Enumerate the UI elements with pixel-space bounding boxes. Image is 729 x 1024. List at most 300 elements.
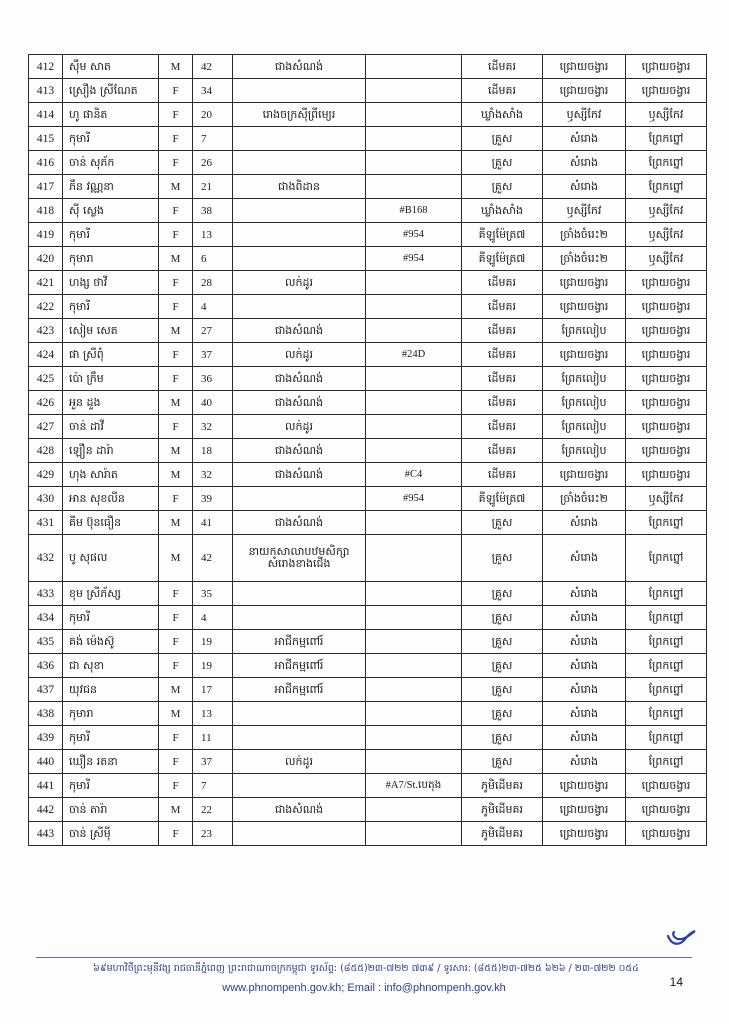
cell-age: 37: [193, 343, 233, 367]
cell-commune: ព្រែកព្នៅ: [626, 582, 707, 606]
cell-house-number: [366, 271, 462, 295]
footer-divider: [36, 957, 692, 958]
cell-number: 417: [29, 175, 63, 199]
cell-occupation: [233, 151, 366, 175]
cell-village: សំរោង: [543, 606, 626, 630]
cell-age: 23: [193, 822, 233, 846]
table-row: [29, 582, 707, 606]
cell-occupation: [233, 606, 366, 630]
cell-number: 431: [29, 511, 63, 535]
cell-street: គ្រួស: [462, 175, 543, 199]
cell-house-number: [366, 391, 462, 415]
cell-street: ដើមគរ: [462, 367, 543, 391]
cell-age: 7: [193, 127, 233, 151]
cell-name: កុមារី: [63, 726, 159, 750]
cell-name: ចាន់ តារ៉ា: [63, 798, 159, 822]
cell-village: សំរោង: [543, 511, 626, 535]
table-row: [29, 798, 707, 822]
cell-age: 41: [193, 511, 233, 535]
cell-house-number: [366, 702, 462, 726]
cell-number: 439: [29, 726, 63, 750]
cell-occupation: ជាងសំណង់: [233, 367, 366, 391]
cell-name: យុវជន: [63, 678, 159, 702]
cell-name: កុមារី: [63, 223, 159, 247]
cell-sex: F: [159, 127, 193, 151]
cell-commune: ជ្រោយចង្វារ: [626, 295, 707, 319]
cell-sex: F: [159, 726, 193, 750]
cell-sex: F: [159, 487, 193, 511]
table-row: [29, 343, 707, 367]
cell-commune: ឫស្សីកែវ: [626, 487, 707, 511]
cell-street: គ្រួស: [462, 726, 543, 750]
cell-commune: ឫស្សីកែវ: [626, 247, 707, 271]
cell-street: ឃ្លាំងសាំង: [462, 103, 543, 127]
cell-name: ចាន់ សុភ័ក: [63, 151, 159, 175]
cell-occupation: ជាងសំណង់: [233, 55, 366, 79]
cell-village: សំរោង: [543, 175, 626, 199]
cell-age: 4: [193, 606, 233, 630]
cell-age: 42: [193, 55, 233, 79]
cell-street: គីឡូម៉ែត្រ៧: [462, 223, 543, 247]
cell-house-number: [366, 319, 462, 343]
cell-street: គ្រួស: [462, 511, 543, 535]
cell-village: ជ្រោយចង្វារ: [543, 295, 626, 319]
cell-street: គ្រួស: [462, 654, 543, 678]
cell-occupation: [233, 79, 366, 103]
cell-house-number: #954: [366, 487, 462, 511]
cell-house-number: #24D: [366, 343, 462, 367]
cell-village: ព្រែកលៀប: [543, 439, 626, 463]
cell-village: សំរោង: [543, 654, 626, 678]
cell-village: ព្រែកលៀប: [543, 391, 626, 415]
cell-sex: M: [159, 391, 193, 415]
cell-village: សំរោង: [543, 582, 626, 606]
cell-street: គីឡូម៉ែត្រ៧: [462, 487, 543, 511]
cell-village: ជ្រោយចង្វារ: [543, 463, 626, 487]
cell-village: ជ្រោយចង្វារ: [543, 79, 626, 103]
cell-house-number: #C4: [366, 463, 462, 487]
cell-occupation: រោងចក្រស៊ីព្រីម្យេរ: [233, 103, 366, 127]
cell-street: គ្រួស: [462, 582, 543, 606]
cell-commune: ព្រែកព្នៅ: [626, 535, 707, 582]
cell-number: 424: [29, 343, 63, 367]
cell-age: 21: [193, 175, 233, 199]
table-row: [29, 175, 707, 199]
table-row: [29, 103, 707, 127]
cell-sex: M: [159, 798, 193, 822]
cell-age: 37: [193, 750, 233, 774]
cell-house-number: [366, 415, 462, 439]
cell-age: 17: [193, 678, 233, 702]
cell-occupation: ជាងពិដាន: [233, 175, 366, 199]
cell-street: គ្រួស: [462, 127, 543, 151]
cell-name: កុមារា: [63, 702, 159, 726]
cell-street: គ្រួស: [462, 535, 543, 582]
table-row: [29, 750, 707, 774]
footer-contact: www.phnompenh.gov.kh; Email : info@phnompenh.gov.kh: [222, 982, 506, 994]
cell-sex: F: [159, 79, 193, 103]
cell-name: សៀម សេត: [63, 319, 159, 343]
cell-sex: F: [159, 343, 193, 367]
table-row: [29, 463, 707, 487]
table-row: [29, 654, 707, 678]
cell-commune: ជ្រោយចង្វារ: [626, 367, 707, 391]
cell-name: កុមារី: [63, 295, 159, 319]
cell-number: 441: [29, 774, 63, 798]
table-row: [29, 271, 707, 295]
cell-occupation: [233, 127, 366, 151]
cell-commune: ជ្រោយចង្វារ: [626, 55, 707, 79]
cell-age: 7: [193, 774, 233, 798]
cell-sex: F: [159, 295, 193, 319]
cell-age: 28: [193, 271, 233, 295]
table-row: [29, 726, 707, 750]
cell-occupation: លក់ដូរ: [233, 271, 366, 295]
cell-occupation: អាជីកម្មពៅរ៍: [233, 630, 366, 654]
table-row: [29, 223, 707, 247]
cell-commune: ជ្រោយចង្វារ: [626, 271, 707, 295]
cell-street: ដើមគរ: [462, 463, 543, 487]
cell-commune: ព្រែកព្នៅ: [626, 750, 707, 774]
page-number: 14: [669, 975, 683, 989]
cell-number: 433: [29, 582, 63, 606]
cell-village: សំរោង: [543, 702, 626, 726]
cell-number: 423: [29, 319, 63, 343]
cell-street: ឃ្លាំងសាំង: [462, 199, 543, 223]
cell-village: ព្រែកលៀប: [543, 415, 626, 439]
cell-number: 437: [29, 678, 63, 702]
cell-sex: M: [159, 55, 193, 79]
cell-village: ជ្រោយចង្វារ: [543, 774, 626, 798]
cell-name: អាន សុខលីន: [63, 487, 159, 511]
cell-number: 413: [29, 79, 63, 103]
cell-commune: ជ្រោយចង្វារ: [626, 822, 707, 846]
cell-street: គ្រួស: [462, 678, 543, 702]
table-row: [29, 295, 707, 319]
cell-village: សំរោង: [543, 678, 626, 702]
cell-house-number: [366, 535, 462, 582]
cell-occupation: [233, 247, 366, 271]
cell-number: 420: [29, 247, 63, 271]
cell-house-number: [366, 79, 462, 103]
cell-occupation: ជាងសំណង់: [233, 798, 366, 822]
cell-age: 38: [193, 199, 233, 223]
footer-address: ៦៩មហាវិថីព្រះមុនីវង្ស រាជធានីភ្នំពេញ ព្រះរាជាណាចក្រកម្ពុជា ទូរស័ព្ទ: (៨៥៥)២៣-៧២២ ៧៣៩ / ទូរសារ: (៨៥៥)២៣-៧២៥ ៦២៦ / ២៣-៧២២ ០៥៤: [93, 963, 639, 974]
cell-house-number: [366, 367, 462, 391]
cell-village: ឫស្សីកែវ: [543, 199, 626, 223]
table-row: [29, 511, 707, 535]
cell-sex: F: [159, 367, 193, 391]
cell-village: ជ្រោយចង្វារ: [543, 271, 626, 295]
cell-number: 438: [29, 702, 63, 726]
cell-sex: M: [159, 319, 193, 343]
cell-number: 442: [29, 798, 63, 822]
cell-number: 430: [29, 487, 63, 511]
cell-commune: ព្រែកព្នៅ: [626, 702, 707, 726]
cell-age: 34: [193, 79, 233, 103]
cell-name: បូ សុផល: [63, 535, 159, 582]
cell-village: ច្រាំងចំរេះ២: [543, 487, 626, 511]
cell-village: សំរោង: [543, 535, 626, 582]
cell-age: 42: [193, 535, 233, 582]
cell-name: ភឹន វណ្ណនា: [63, 175, 159, 199]
cell-occupation: នាយកសាលាបឋមសិក្សាសំរោងខាងជើង: [233, 535, 366, 582]
cell-sex: M: [159, 463, 193, 487]
cell-name: ឡឿន ដារ៉ា: [63, 439, 159, 463]
cell-occupation: [233, 774, 366, 798]
cell-commune: ព្រែកព្នៅ: [626, 654, 707, 678]
cell-commune: ព្រែកព្នៅ: [626, 726, 707, 750]
cell-name: អួន ដួង: [63, 391, 159, 415]
cell-sex: F: [159, 822, 193, 846]
table-row: [29, 199, 707, 223]
cell-age: 18: [193, 439, 233, 463]
cell-name: គង់ ម៉េងស៊ូ: [63, 630, 159, 654]
cell-sex: M: [159, 702, 193, 726]
cell-number: 429: [29, 463, 63, 487]
cell-village: ច្រាំងចំរេះ២: [543, 223, 626, 247]
cell-sex: F: [159, 199, 193, 223]
cell-street: គ្រួស: [462, 702, 543, 726]
table-row: [29, 774, 707, 798]
cell-age: 20: [193, 103, 233, 127]
cell-house-number: #B168: [366, 199, 462, 223]
table-row: [29, 79, 707, 103]
cell-name: ស៊ី ស្លេង: [63, 199, 159, 223]
cell-village: សំរោង: [543, 630, 626, 654]
cell-commune: ឫស្សីកែវ: [626, 223, 707, 247]
cell-sex: F: [159, 415, 193, 439]
cell-village: ជ្រោយចង្វារ: [543, 798, 626, 822]
cell-village: ច្រាំងចំរេះ២: [543, 247, 626, 271]
cell-village: ជ្រោយចង្វារ: [543, 55, 626, 79]
cell-house-number: #954: [366, 223, 462, 247]
cell-sex: M: [159, 247, 193, 271]
register-table-body: [29, 55, 707, 846]
cell-house-number: [366, 630, 462, 654]
cell-name: កុមារី: [63, 606, 159, 630]
cell-occupation: អាជីកម្មពៅរ៍: [233, 654, 366, 678]
cell-sex: M: [159, 535, 193, 582]
cell-occupation: ជាងសំណង់: [233, 511, 366, 535]
cell-village: សំរោង: [543, 151, 626, 175]
cell-commune: ជ្រោយចង្វារ: [626, 391, 707, 415]
cell-name: ខុម ស្រីភ័ស្ស: [63, 582, 159, 606]
cell-commune: ឫស្សីកែវ: [626, 103, 707, 127]
cell-street: ដើមគរ: [462, 319, 543, 343]
table-row: [29, 367, 707, 391]
cell-commune: ឫស្សីកែវ: [626, 199, 707, 223]
cell-house-number: [366, 175, 462, 199]
cell-street: គ្រួស: [462, 630, 543, 654]
cell-occupation: [233, 223, 366, 247]
cell-occupation: [233, 726, 366, 750]
cell-street: ដើមគរ: [462, 391, 543, 415]
table-row: [29, 487, 707, 511]
cell-sex: F: [159, 630, 193, 654]
cell-name: ហុង សារ៉ាត: [63, 463, 159, 487]
table-row: [29, 630, 707, 654]
table-row: [29, 678, 707, 702]
cell-name: ជា សុខា: [63, 654, 159, 678]
cell-number: 419: [29, 223, 63, 247]
cell-village: សំរោង: [543, 750, 626, 774]
cell-sex: F: [159, 582, 193, 606]
cell-village: ជ្រោយចង្វារ: [543, 822, 626, 846]
cell-occupation: ជាងសំណង់: [233, 439, 366, 463]
cell-age: 11: [193, 726, 233, 750]
cell-occupation: លក់ដូរ: [233, 750, 366, 774]
cell-commune: ជ្រោយចង្វារ: [626, 463, 707, 487]
cell-name: ផា ស្រីពុំ: [63, 343, 159, 367]
cell-name: ស្រឿង ស្រីណែត: [63, 79, 159, 103]
table-row: [29, 702, 707, 726]
cell-street: ដើមគរ: [462, 343, 543, 367]
cell-occupation: [233, 199, 366, 223]
cell-sex: F: [159, 271, 193, 295]
cell-house-number: [366, 151, 462, 175]
cell-commune: ព្រែកព្នៅ: [626, 678, 707, 702]
cell-age: 26: [193, 151, 233, 175]
cell-number: 436: [29, 654, 63, 678]
cell-house-number: [366, 750, 462, 774]
cell-sex: F: [159, 151, 193, 175]
cell-street: គ្រួស: [462, 606, 543, 630]
cell-house-number: [366, 103, 462, 127]
cell-number: 443: [29, 822, 63, 846]
cell-house-number: [366, 822, 462, 846]
table-row: [29, 822, 707, 846]
table-row: [29, 535, 707, 582]
cell-commune: ព្រែកព្នៅ: [626, 511, 707, 535]
cell-age: 19: [193, 630, 233, 654]
cell-age: 6: [193, 247, 233, 271]
signature-mark-icon: [664, 926, 698, 948]
cell-occupation: លក់ដូរ: [233, 415, 366, 439]
cell-age: 40: [193, 391, 233, 415]
cell-house-number: [366, 678, 462, 702]
cell-village: សំរោង: [543, 127, 626, 151]
cell-commune: ជ្រោយចង្វារ: [626, 319, 707, 343]
cell-occupation: ជាងសំណង់: [233, 319, 366, 343]
cell-street: ភូមិដើមគរ: [462, 822, 543, 846]
cell-name: ឃឿន រតនា: [63, 750, 159, 774]
cell-name: កុមារា: [63, 247, 159, 271]
cell-name: ស៊ឹម សាត: [63, 55, 159, 79]
cell-age: 4: [193, 295, 233, 319]
cell-number: 432: [29, 535, 63, 582]
cell-name: កុមារី: [63, 774, 159, 798]
cell-name: ចាន់ ស្រីម៉ី: [63, 822, 159, 846]
table-row: [29, 606, 707, 630]
cell-sex: M: [159, 439, 193, 463]
cell-house-number: [366, 726, 462, 750]
cell-age: 27: [193, 319, 233, 343]
cell-commune: ព្រែកព្នៅ: [626, 606, 707, 630]
cell-age: 13: [193, 223, 233, 247]
cell-commune: ជ្រោយចង្វារ: [626, 79, 707, 103]
cell-commune: ព្រែកព្នៅ: [626, 127, 707, 151]
cell-age: 35: [193, 582, 233, 606]
cell-number: 422: [29, 295, 63, 319]
cell-age: 32: [193, 415, 233, 439]
table-row: [29, 151, 707, 175]
cell-number: 421: [29, 271, 63, 295]
cell-street: គ្រួស: [462, 750, 543, 774]
cell-occupation: ជាងសំណង់: [233, 463, 366, 487]
cell-sex: M: [159, 175, 193, 199]
cell-sex: M: [159, 678, 193, 702]
cell-village: ព្រែកលៀប: [543, 367, 626, 391]
cell-street: ភូមិដើមគរ: [462, 798, 543, 822]
cell-street: ដើមគរ: [462, 271, 543, 295]
cell-number: 412: [29, 55, 63, 79]
cell-number: 434: [29, 606, 63, 630]
cell-commune: ព្រែកព្នៅ: [626, 175, 707, 199]
table-row: [29, 247, 707, 271]
cell-sex: F: [159, 654, 193, 678]
cell-number: 415: [29, 127, 63, 151]
table-row: [29, 127, 707, 151]
cell-occupation: [233, 487, 366, 511]
cell-age: 39: [193, 487, 233, 511]
cell-commune: ព្រែកព្នៅ: [626, 151, 707, 175]
cell-commune: ជ្រោយចង្វារ: [626, 343, 707, 367]
cell-name: គីម ប៊ុនធឿន: [63, 511, 159, 535]
cell-age: 36: [193, 367, 233, 391]
cell-village: សំរោង: [543, 726, 626, 750]
cell-street: ដើមគរ: [462, 415, 543, 439]
cell-age: 32: [193, 463, 233, 487]
cell-street: គ្រួស: [462, 151, 543, 175]
cell-commune: ជ្រោយចង្វារ: [626, 798, 707, 822]
cell-age: 13: [193, 702, 233, 726]
cell-street: ដើមគរ: [462, 79, 543, 103]
cell-street: ដើមគរ: [462, 55, 543, 79]
cell-number: 435: [29, 630, 63, 654]
cell-occupation: [233, 702, 366, 726]
cell-house-number: [366, 654, 462, 678]
cell-house-number: [366, 582, 462, 606]
cell-name: ចាន់ ដាវី: [63, 415, 159, 439]
cell-commune: ជ្រោយចង្វារ: [626, 439, 707, 463]
cell-street: ដើមគរ: [462, 439, 543, 463]
table-row: [29, 391, 707, 415]
cell-commune: ព្រែកព្នៅ: [626, 630, 707, 654]
table-row: [29, 319, 707, 343]
cell-occupation: [233, 822, 366, 846]
cell-village: ព្រែកលៀប: [543, 319, 626, 343]
cell-commune: ជ្រោយចង្វារ: [626, 774, 707, 798]
cell-house-number: [366, 127, 462, 151]
cell-street: គីឡូម៉ែត្រ៧: [462, 247, 543, 271]
cell-sex: F: [159, 223, 193, 247]
table-row: [29, 55, 707, 79]
cell-house-number: #954: [366, 247, 462, 271]
cell-house-number: [366, 606, 462, 630]
table-row: [29, 439, 707, 463]
cell-house-number: [366, 295, 462, 319]
cell-occupation: [233, 582, 366, 606]
cell-village: ឫស្សីកែវ: [543, 103, 626, 127]
cell-house-number: [366, 55, 462, 79]
cell-name: ហូ ផានិត: [63, 103, 159, 127]
cell-name: ប៉ោ ក្រឹម: [63, 367, 159, 391]
cell-number: 426: [29, 391, 63, 415]
cell-age: 19: [193, 654, 233, 678]
cell-street: ភូមិដើមគរ: [462, 774, 543, 798]
cell-village: ជ្រោយចង្វារ: [543, 343, 626, 367]
